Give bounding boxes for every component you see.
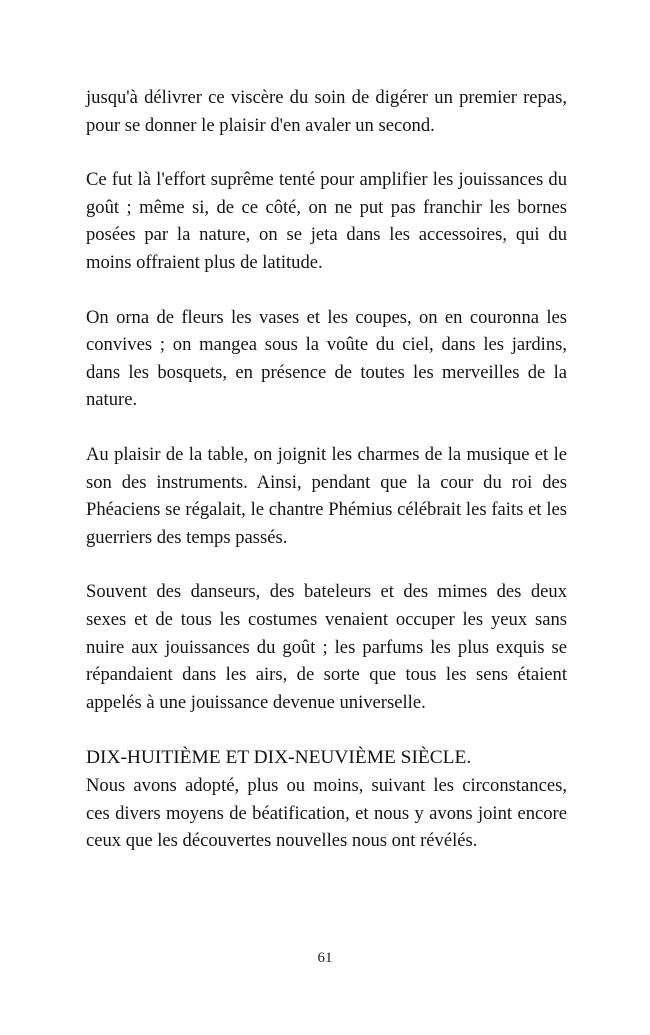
paragraph-4: Au plaisir de la table, on joignit les charmes de la musique et le son des instruments. Ainsi, pendant que la cour du roi des Phéaciens se régalait, le chantre Phémius célébrait les faits et les guerriers des temps passés. (86, 443, 567, 548)
page-number: 61 (317, 950, 333, 966)
paragraph-2: Ce fut là l'effort suprême tenté pour amplifier les jouissances du goût ; même si, de ce côté, on ne put pas franchir les bornes posées par la nature, on se jeta dans les accessoires, qui du moins offraient plus de latitude. (86, 169, 567, 273)
paragraph-3: On orna de fleurs les vases et les coupes, on en couronna les convives ; on mangea sous la voûte du ciel, dans les jardins, dans les bosquets, en présence de toutes les merveilles de la nature. (86, 306, 567, 411)
section-paragraph: Nous avons adopté, plus ou moins, suivant les circonstances, ces divers moyens de béatification, et nous y avons joint encore ceux que les découvertes nouvelles nous ont révélés. (86, 775, 567, 852)
paragraph-5: Souvent des danseurs, des bateleurs et des mimes des deux sexes et de tous les costumes venaient occuper les yeux sans nuire aux jouissances du goût ; les parfums les plus exquis se répandaient dans les airs, de sorte que tous les sens étaient appelés à une jouissance devenue universelle. (86, 581, 567, 713)
paragraph-1: jusqu'à délivrer ce viscère du soin de digérer un premier repas, pour se donner le plaisir d'en avaler un second. (86, 87, 567, 136)
section-heading: DIX-HUITIÈME ET DIX-NEUVIÈME SIÈCLE. (86, 747, 472, 769)
page-body (86, 84, 567, 855)
